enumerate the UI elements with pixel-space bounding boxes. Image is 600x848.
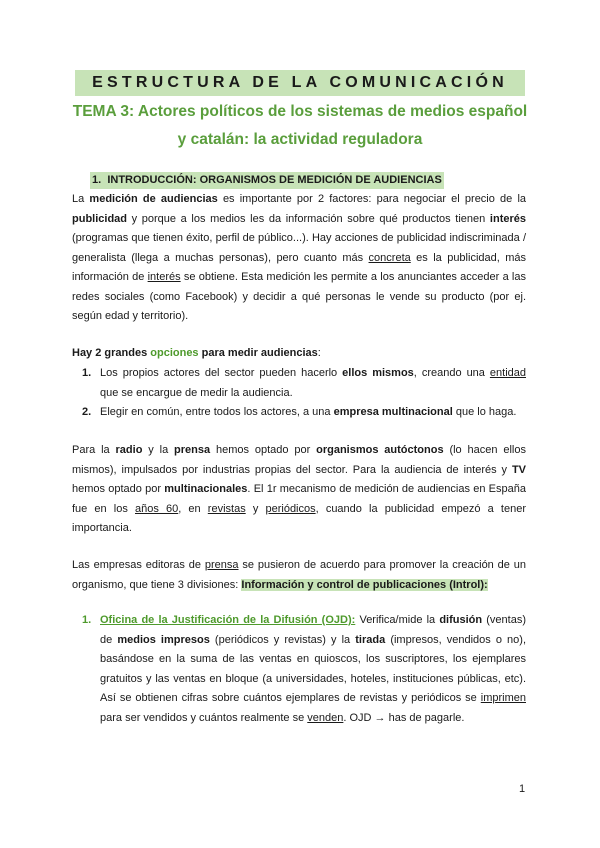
- bold-term: medios impresos: [117, 633, 210, 646]
- text: . OJD → has de pagarle.: [343, 711, 465, 724]
- section-title: INTRODUCCIÓN: ORGANISMOS DE MEDICIÓN DE AUDIENCIAS: [107, 174, 442, 186]
- bold-term: ellos mismos: [342, 367, 414, 379]
- underlined-term: años 60: [135, 502, 179, 515]
- list-text: [100, 364, 526, 403]
- list-text: [100, 611, 526, 728]
- list-number: 1.: [82, 367, 92, 379]
- bold-term: para medir audiencias: [198, 347, 318, 359]
- text: La: [72, 193, 90, 205]
- text: Las empresas editoras de: [72, 559, 205, 571]
- subtitle-line-2: y catalán: la actividad reguladora: [177, 131, 423, 148]
- list-item: [82, 611, 526, 728]
- bold-term: Hay 2 grandes: [72, 347, 151, 359]
- media-paragraph: [72, 441, 526, 539]
- underlined-term: venden: [307, 711, 344, 724]
- bold-term: organismos autóctonos: [316, 444, 444, 456]
- underlined-term: prensa: [204, 559, 239, 571]
- text: Para la: [72, 444, 116, 456]
- list-number: 1.: [82, 614, 92, 626]
- text: :: [317, 347, 321, 359]
- text: (ventas) de: [100, 614, 527, 646]
- bold-term: medición de audiencias: [89, 193, 218, 205]
- green-term: opciones: [150, 347, 199, 359]
- bold-term: publicidad: [72, 212, 127, 225]
- section-heading: [90, 172, 444, 189]
- list-item: [82, 364, 526, 403]
- text: Verifica/mide la: [355, 614, 440, 626]
- highlighted-term: Información y control de publicaciones (Introl):: [241, 578, 488, 591]
- list-number: 2.: [82, 406, 92, 418]
- text: Los propios actores del sector pueden hacerlo: [100, 367, 343, 379]
- text: que lo haga.: [452, 406, 517, 418]
- text: (programas que tienen éxito, perfil de público...). Hay acciones de publicidad indiscriminada / generalista (llega a muchas personas), pero cuanto más: [72, 232, 526, 264]
- text: se pusieron de acuerdo para promover la creación de un organismo, que tiene 3 divisiones:: [72, 559, 526, 591]
- options-intro: [72, 344, 526, 364]
- text: , cuando la publicidad empezó a tener importancia.: [72, 502, 526, 534]
- text: , en: [178, 502, 208, 515]
- text: y porque a los medios les da información sobre qué productos tienen: [127, 212, 490, 225]
- bold-term: interés: [489, 212, 526, 225]
- text: (periódicos y revistas) y la: [209, 633, 356, 646]
- text: hemos optado por: [72, 483, 165, 495]
- text: Elegir en común, entre todos los actores, a una: [100, 406, 334, 418]
- bold-term: TV: [511, 463, 526, 476]
- bold-term: prensa: [174, 444, 211, 456]
- intro-paragraph: [72, 190, 526, 327]
- underlined-term: revistas: [207, 502, 246, 515]
- text: y la: [142, 444, 175, 456]
- bold-term: difusión: [439, 614, 483, 626]
- green-term: Oficina de la Justificación de la Difusión (OJD):: [100, 614, 356, 626]
- subtitle-line-1: TEMA 3: Actores políticos de los sistemas de medios español: [72, 103, 528, 120]
- text: para ser vendidos y cuántos realmente se: [100, 711, 308, 724]
- underlined-term: entidad: [489, 367, 526, 379]
- press-paragraph: [72, 556, 526, 595]
- text: (impresos, vendidos o no), basándose en la suma de las ventas en quioscos, los suscriptores, los ejemplares gratuitos y las ventas en bloque (a universidades, hoteles, instituciones públicas, etc). Así se obtienen cifras sobre cuántos ejemplares de revistas y periódicos se: [100, 633, 527, 704]
- list-item: [82, 403, 526, 423]
- text: . El 1r mecanismo de medición de audiencias en España fue en los: [72, 483, 526, 515]
- text: hemos optado por: [210, 444, 317, 456]
- bold-term: empresa multinacional: [333, 406, 453, 418]
- text: , creando una: [413, 367, 490, 379]
- text: que se encargue de medir la audiencia.: [100, 386, 293, 399]
- document-title: ESTRUCTURA DE LA COMUNICACIÓN: [75, 70, 525, 96]
- list-text: [100, 403, 526, 423]
- text: y: [245, 502, 266, 515]
- underlined-term: imprimen: [480, 692, 526, 704]
- bold-term: radio: [115, 444, 143, 456]
- underlined-term: periódicos: [265, 502, 316, 515]
- text: es importante por 2 factores: para negociar el precio de la: [217, 193, 527, 205]
- text: (lo hacen ellos mismos), impulsados por industrias propias del sector. Para la audiencia de interés y: [72, 444, 526, 476]
- bold-term: multinacionales: [164, 483, 248, 495]
- section-number: 1.: [92, 174, 102, 186]
- text: se obtiene. Esta medición les permite a los anunciantes acceder a las redes sociales (como Facebook) y decidir a qué personas le vende su producto (por ej. según edad y territorio).: [72, 271, 526, 322]
- document-subtitle: [60, 98, 540, 154]
- underlined-term: interés: [147, 271, 181, 283]
- text: es la publicidad, más información de: [72, 251, 526, 283]
- bold-term: tirada: [355, 633, 386, 646]
- underlined-term: concreta: [368, 251, 411, 264]
- page-number: 1: [519, 783, 526, 795]
